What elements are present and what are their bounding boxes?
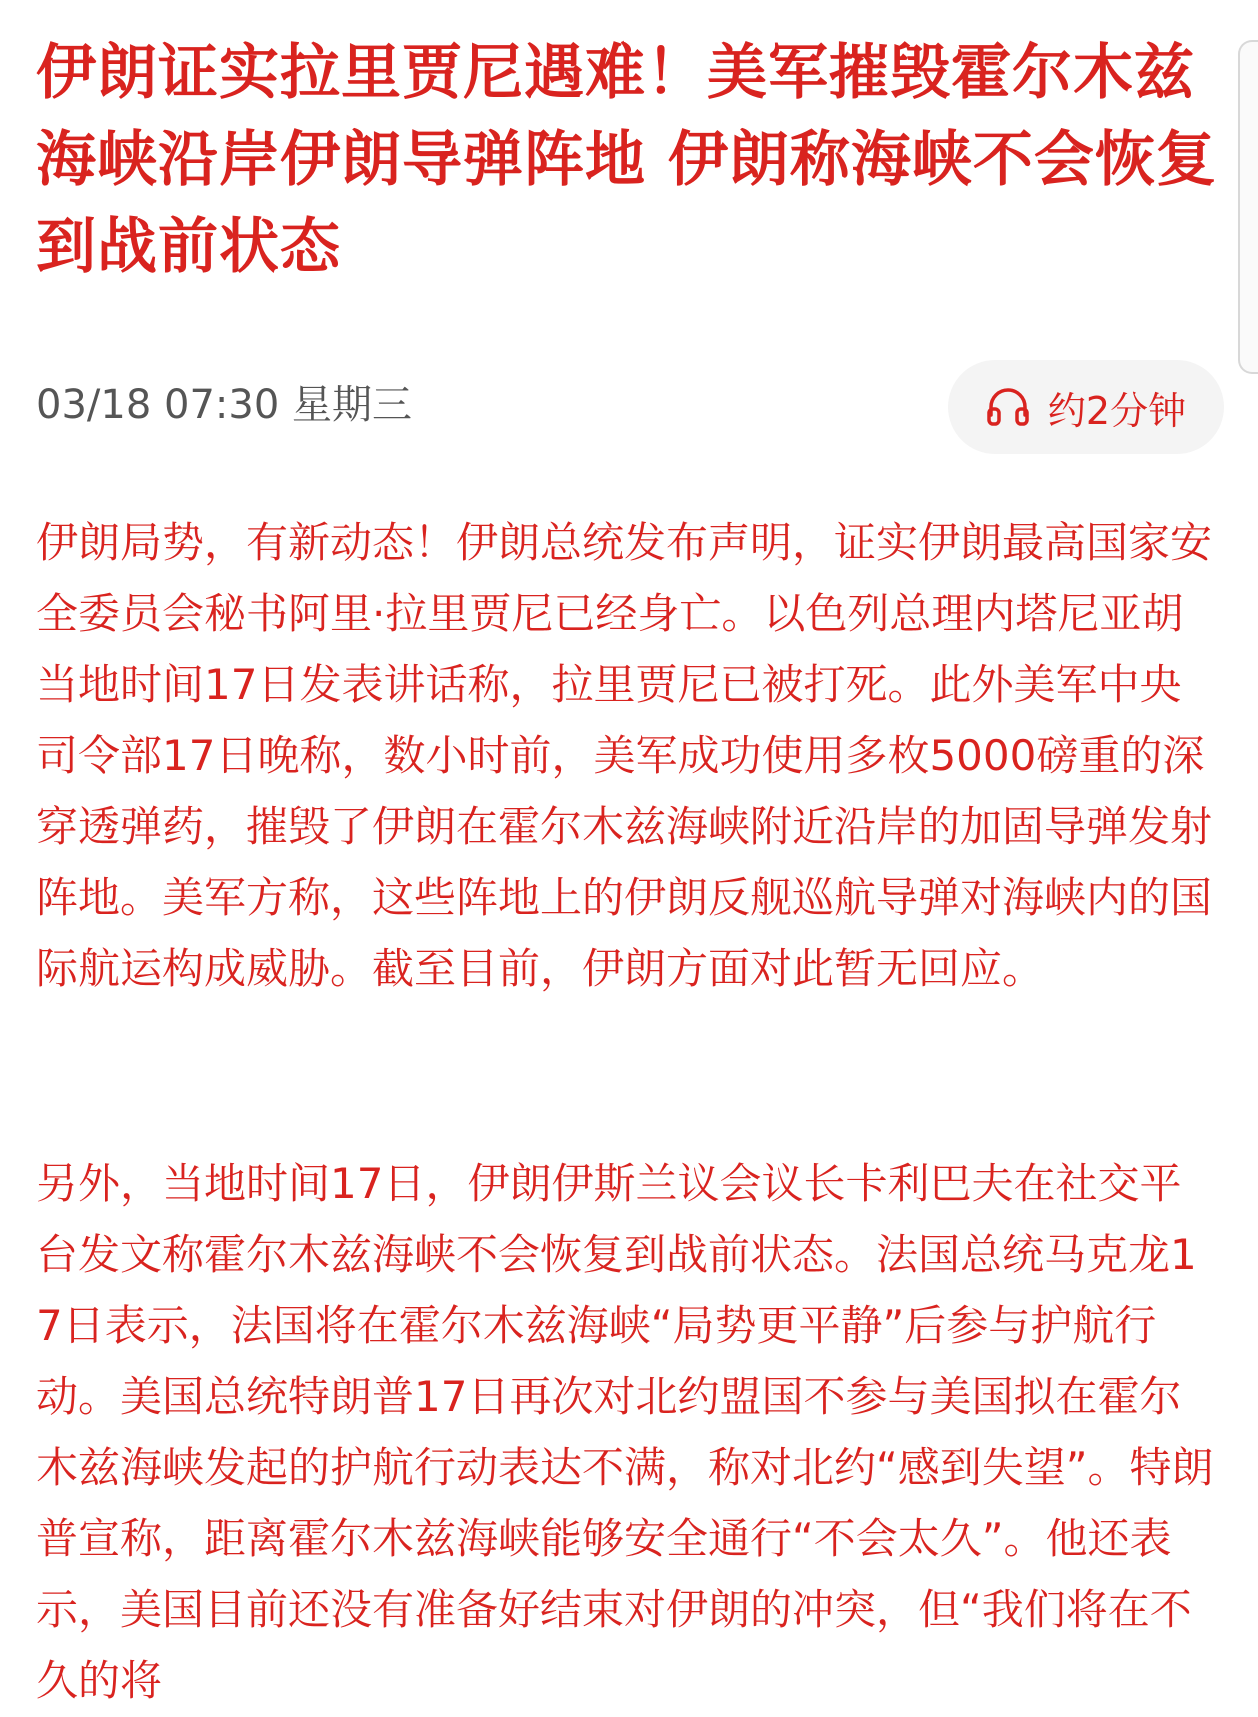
- listen-duration-label: 约2分钟: [1047, 388, 1187, 433]
- article-headline: 伊朗证实拉里贾尼遇难！美军摧毁霍尔木兹海峡沿岸伊朗导弹阵地 伊朗称海峡不会恢复到战前状态: [36, 38, 1217, 282]
- article-meta: [36, 360, 1224, 460]
- publish-timestamp: 03/18 07:30 星期三: [36, 382, 412, 428]
- headphones-icon: [986, 387, 1030, 427]
- scrollbar[interactable]: [1238, 40, 1258, 374]
- article-paragraph-2: 另外，当地时间17日，伊朗伊斯兰议会议长卡利巴夫在社交平台发文称霍尔木兹海峡不会恢复到战前状态。法国总统马克龙17日表示，法国将在霍尔木兹海峡“局势更平静”后参与护航行动。美国总统特朗普17日再次对北约盟国不参与美国拟在霍尔木兹海峡发起的护航行动表达不满，称对北约“感到失望”。特朗普宣称，距离霍尔木兹海峡能够安全通行“不会太久”。他还表示，美国目前还没有准备好结束对伊朗的冲突，但“我们将在不久的将: [36, 1159, 1214, 1705]
- article-paragraph-1: 伊朗局势，有新动态！伊朗总统发布声明，证实伊朗最高国家安全委员会秘书阿里·拉里贾尼已经身亡。以色列总理内塔尼亚胡当地时间17日发表讲话称，拉里贾尼已被打死。此外美军中央司令部17日晚称，数小时前，美军成功使用多枚5000磅重的深穿透弹药，摧毁了伊朗在霍尔木兹海峡附近沿岸的加固导弹发射阵地。美军方称，这些阵地上的伊朗反舰巡航导弹对海峡内的国际航运构成威胁。截至目前，伊朗方面对此暂无回应。: [36, 518, 1213, 993]
- listen-button[interactable]: [948, 360, 1224, 454]
